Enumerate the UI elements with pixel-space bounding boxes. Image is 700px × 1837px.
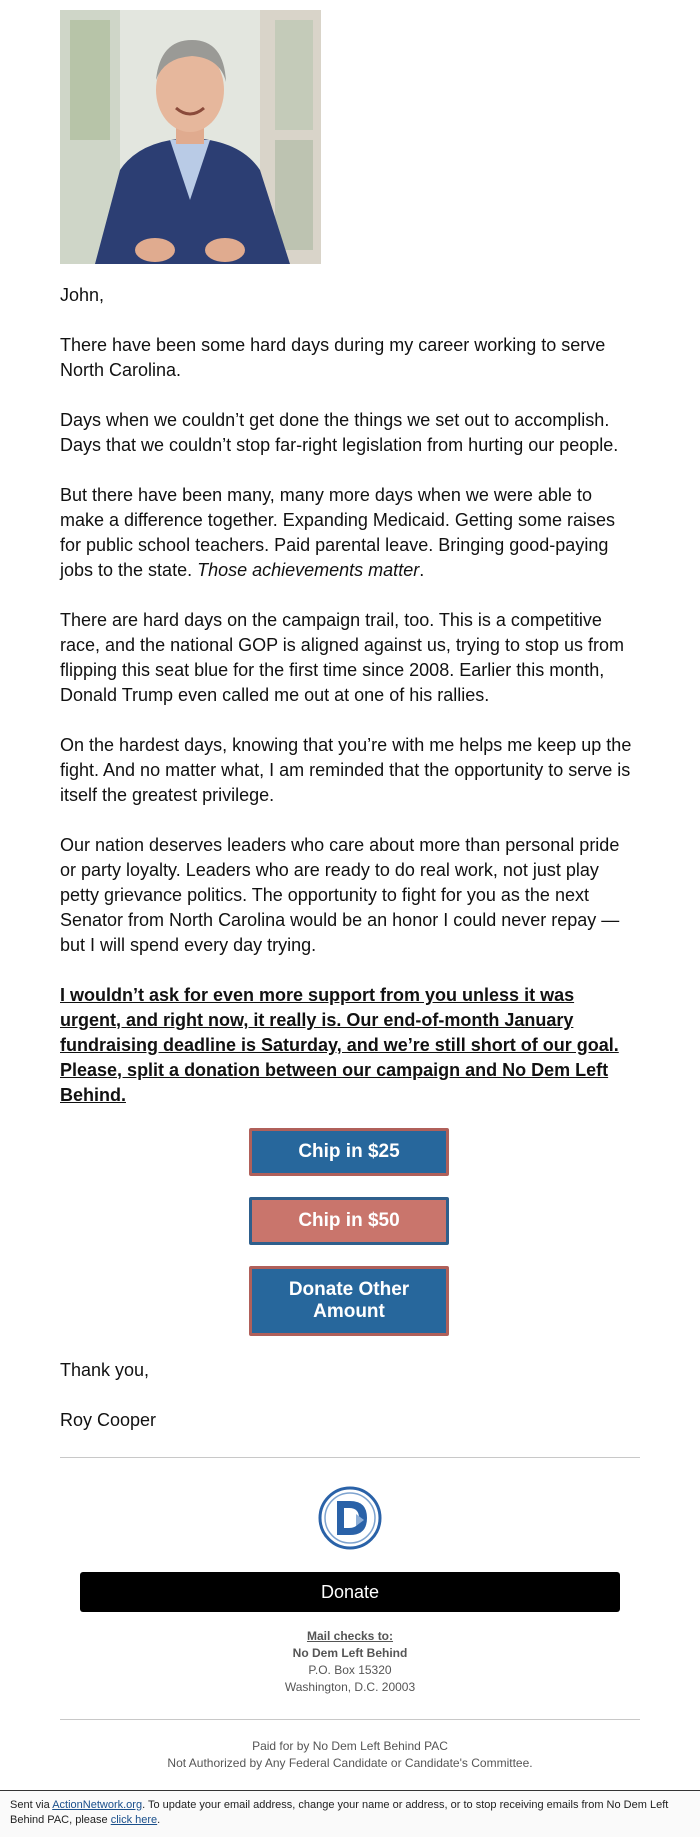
paragraph-leaders: Our nation deserves leaders who care about more than personal pride or party loyalty. Leaders who are ready to do real work, not just play petty grievance politics. The opportunity to fight for you as the next Senator from North Carolina would be an honor I could never repay — but I will spend every day trying. [60, 835, 620, 955]
greeting: John, [60, 285, 105, 305]
footer-text [10, 1798, 690, 1828]
chip-in-25-button[interactable]: Chip in $25 [249, 1128, 449, 1176]
signoff: Thank you, [60, 1360, 150, 1380]
paragraph-1: There have been some hard days during my career working to serve North Carolina. [60, 335, 606, 380]
not-authorized: Not Authorized by Any Federal Candidate or Candidate's Committee. [167, 1756, 533, 1770]
paragraph-campaign: There are hard days on the campaign trail, too. This is a competitive race, and the national GOP is aligned against us, trying to stop us from flipping this seat blue for the first time since 2008. Earlier this month, Donald Trump even called me out at one of his rallies. [60, 610, 624, 705]
paragraph-hardest-days: On the hardest days, knowing that you’re with me helps me keep up the fight. And no matter what, I am reminded that the opportunity to serve is itself the greatest privilege. [60, 735, 632, 805]
divider-bottom [60, 1719, 640, 1720]
divider [60, 1457, 640, 1458]
unsubscribe-link[interactable]: click here [110, 1814, 158, 1826]
mail-heading: Mail checks to: [306, 1629, 394, 1643]
candidate-photo [60, 10, 321, 264]
signature: Roy Cooper [60, 1410, 157, 1430]
paragraph-2: Days when we couldn’t get done the things we set out to accomplish. Days that we couldn’t stop far-right legislation from hurting our people. [60, 410, 619, 455]
disclaimer-block [60, 1738, 640, 1772]
mail-city: Washington, D.C. 20003 [284, 1680, 416, 1694]
achievements-end: . [419, 560, 425, 580]
urgent-donation-link[interactable]: I wouldn’t ask for even more support from you unless it was urgent, and right now, it really is. Our end-of-month January fundraising deadline is Saturday, and we’re still short of our goal. Please, split a donation between our campaign and No Dem Left Behind. [60, 985, 619, 1105]
mail-box: P.O. Box 15320 [308, 1663, 392, 1677]
no-dem-left-behind-logo [318, 1486, 382, 1550]
achievements-italic: Those achievements matter [197, 560, 420, 580]
achievements-text: But there have been many, many more days when we were able to make a difference together. Expanding Medicaid. Getting some raises for public school teachers. Paid parental leave. Bringing good-paying jobs to the state. [60, 485, 615, 580]
footer-end: . [157, 1814, 161, 1826]
chip-in-50-button[interactable]: Chip in $50 [249, 1197, 449, 1245]
paragraph-achievements [60, 483, 640, 583]
mail-checks-block [60, 1628, 640, 1696]
footer-middle: . To update your email address, change your name or address, or to stop receiving emails from No Dem Left Behind PAC, please [10, 1799, 669, 1826]
donate-other-amount-button[interactable]: Donate Other Amount [249, 1266, 449, 1336]
action-network-link[interactable]: ActionNetwork.org [52, 1799, 143, 1811]
paid-for: Paid for by No Dem Left Behind PAC [252, 1739, 448, 1753]
footer-sent-via: Sent via [10, 1799, 53, 1811]
mail-org: No Dem Left Behind [292, 1646, 408, 1660]
donate-button[interactable]: Donate [80, 1572, 620, 1612]
